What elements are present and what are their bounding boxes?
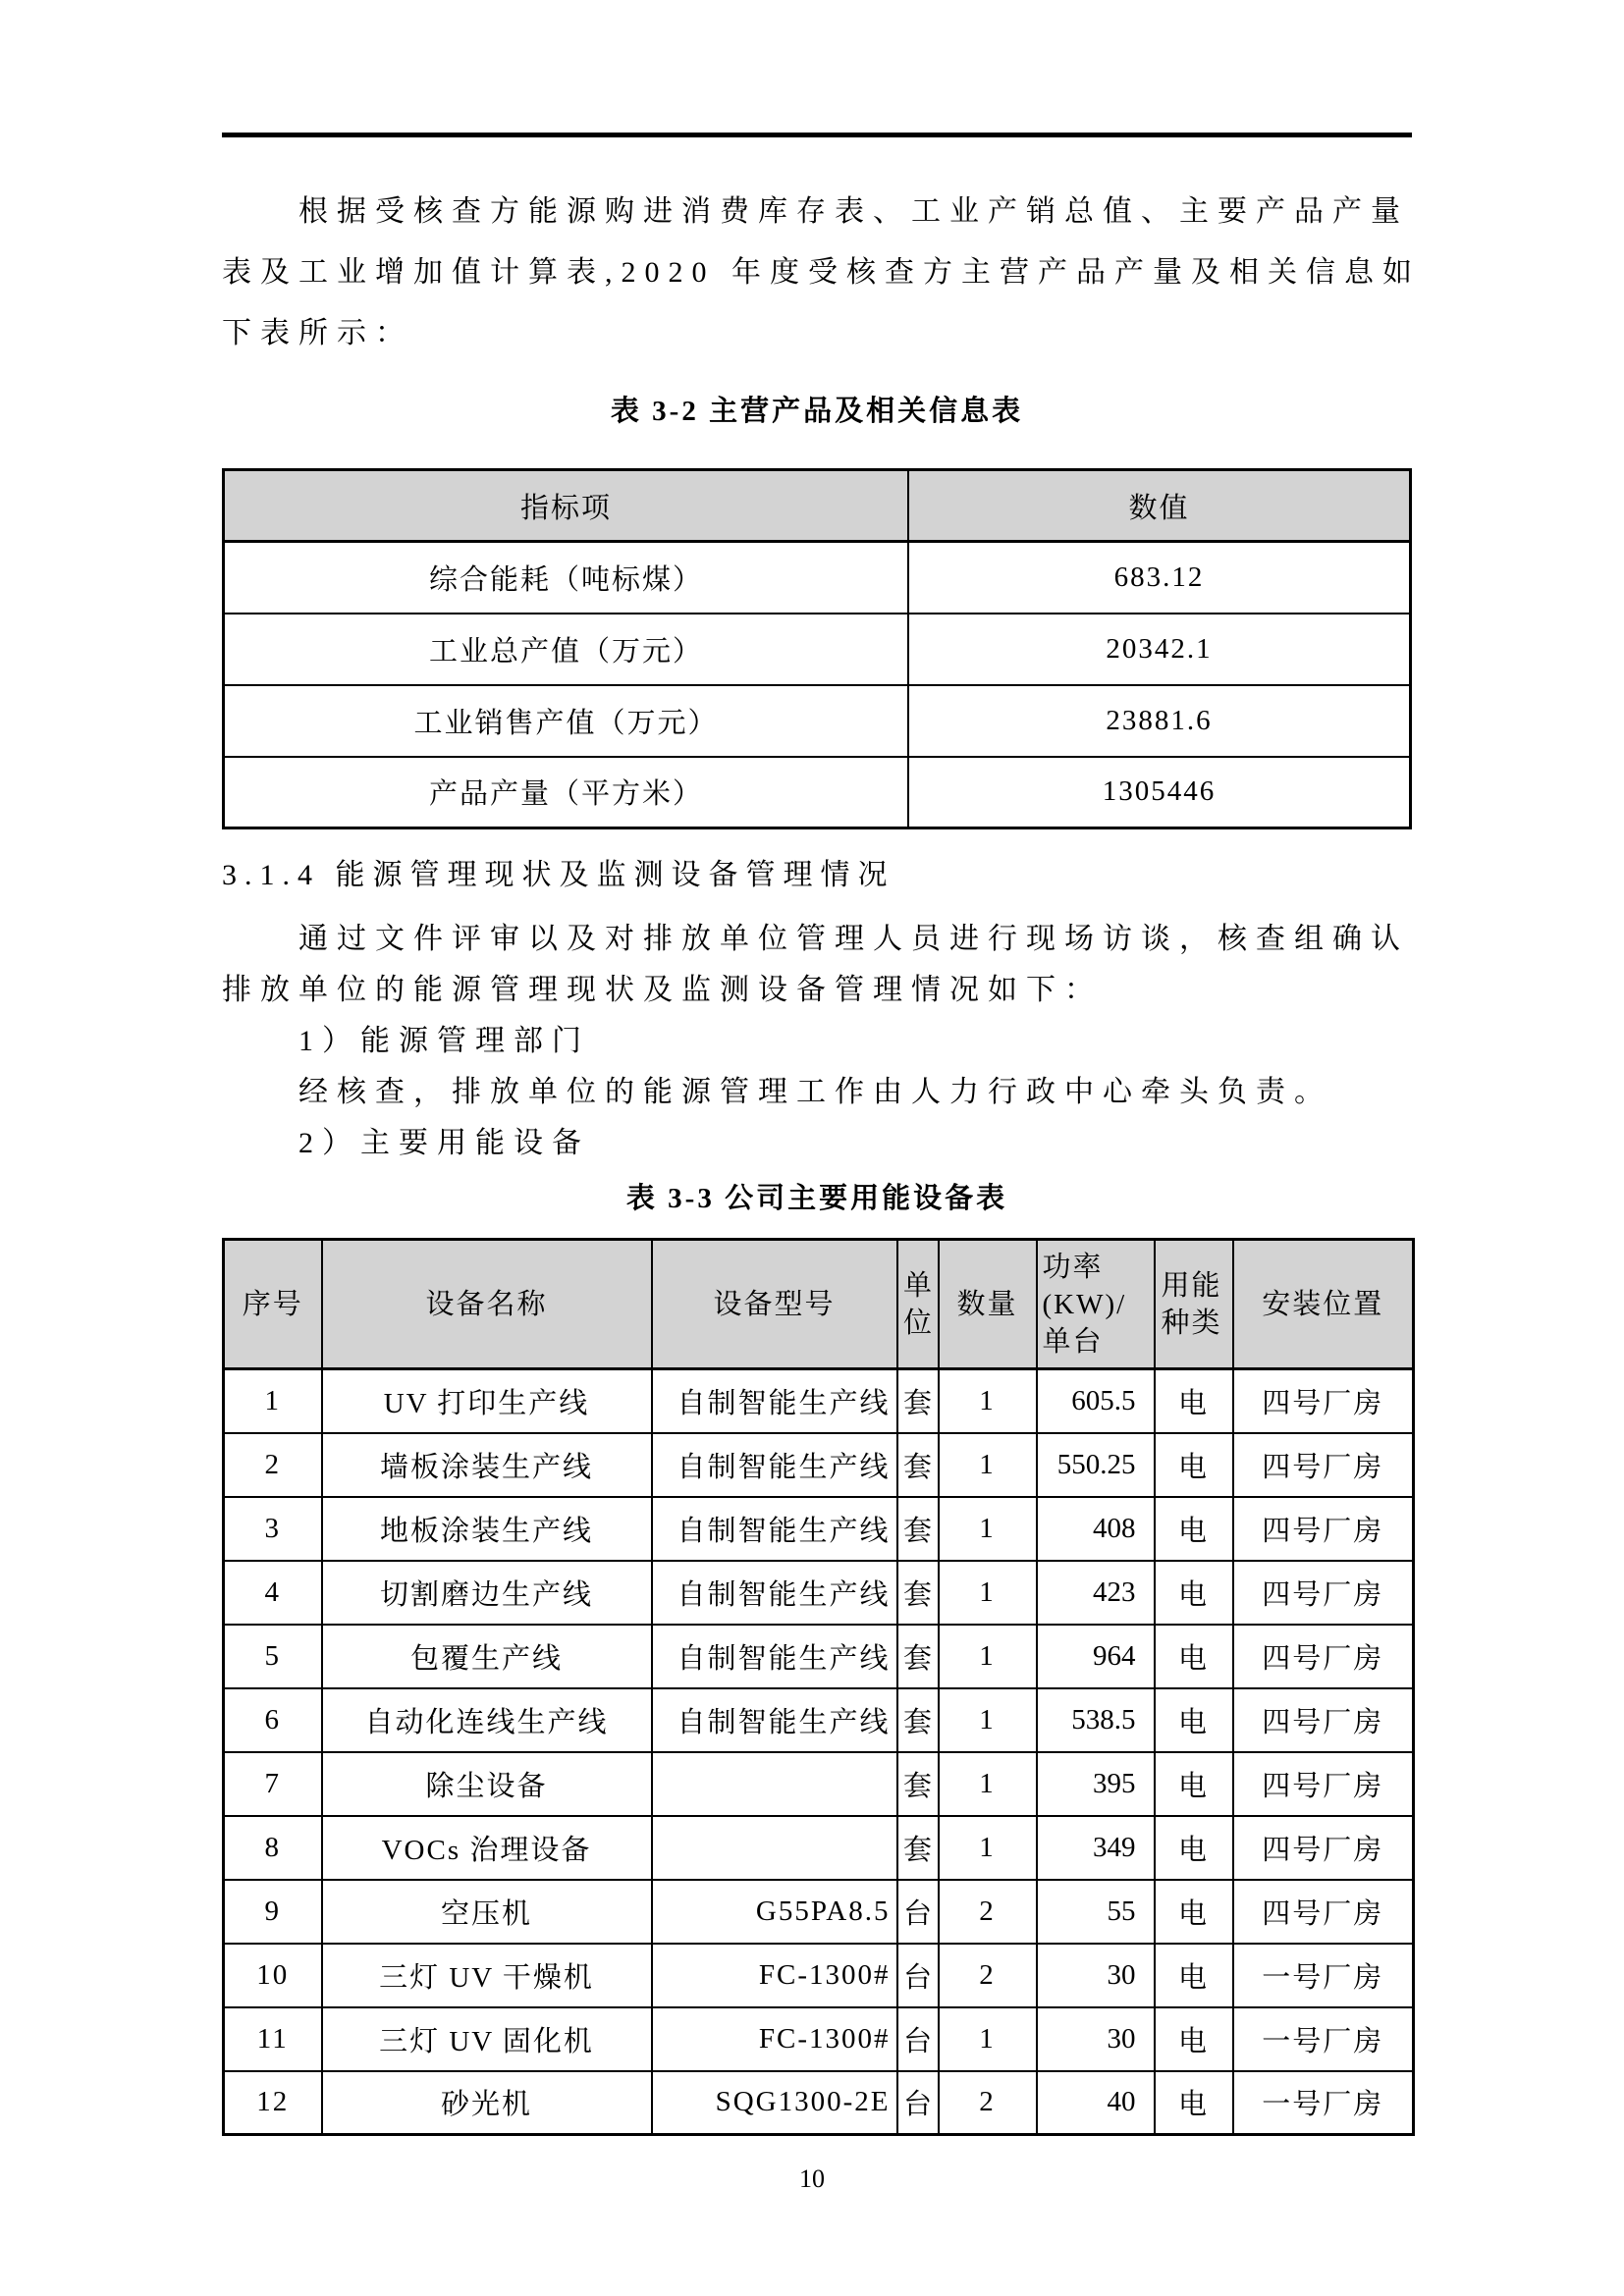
table-cell: 550.25 bbox=[1037, 1433, 1155, 1497]
table-row bbox=[224, 1433, 1414, 1497]
table-cell: 一号厂房 bbox=[1233, 2007, 1414, 2071]
column-header: 数量 bbox=[939, 1240, 1037, 1369]
table-cell: 2 bbox=[939, 1944, 1037, 2007]
table-cell: 自制智能生产线 bbox=[652, 1688, 897, 1752]
table-cell: 8 bbox=[224, 1816, 322, 1880]
table-cell: 电 bbox=[1155, 1880, 1233, 1944]
table-row bbox=[224, 1688, 1414, 1752]
column-header: 功率(KW)/单台 bbox=[1037, 1240, 1155, 1369]
table-row bbox=[224, 1625, 1414, 1688]
table-cell: 电 bbox=[1155, 1625, 1233, 1688]
table-cell: 自制智能生产线 bbox=[652, 1561, 897, 1625]
table-cell: 1 bbox=[939, 2007, 1037, 2071]
table-cell: UV 打印生产线 bbox=[322, 1369, 652, 1433]
table-cell: 自制智能生产线 bbox=[652, 1497, 897, 1561]
table-row bbox=[224, 685, 1411, 757]
table-cell bbox=[652, 1816, 897, 1880]
table-cell: 1 bbox=[224, 1369, 322, 1433]
table-cell: 四号厂房 bbox=[1233, 1752, 1414, 1816]
column-header: 单位 bbox=[897, 1240, 939, 1369]
table-cell: 四号厂房 bbox=[1233, 1625, 1414, 1688]
table-row bbox=[224, 1369, 1414, 1433]
table-cell: 电 bbox=[1155, 1688, 1233, 1752]
table-cell: 除尘设备 bbox=[322, 1752, 652, 1816]
table-cell: 一号厂房 bbox=[1233, 1944, 1414, 2007]
table-cell: 7 bbox=[224, 1752, 322, 1816]
column-header: 数值 bbox=[908, 470, 1410, 542]
table-cell: 349 bbox=[1037, 1816, 1155, 1880]
section-paragraph bbox=[222, 914, 1412, 1169]
table-3-2 bbox=[222, 468, 1412, 829]
table-cell: 电 bbox=[1155, 2071, 1233, 2135]
table-cell: 1 bbox=[939, 1369, 1037, 1433]
table-cell: 包覆生产线 bbox=[322, 1625, 652, 1688]
table-cell: 423 bbox=[1037, 1561, 1155, 1625]
text-line: 根据受核查方能源购进消费库存表、工业产销总值、主要产品产量 bbox=[298, 195, 1409, 228]
table-cell: 4 bbox=[224, 1561, 322, 1625]
table-cell: 电 bbox=[1155, 2007, 1233, 2071]
table-3-2-body bbox=[224, 542, 1411, 828]
section-heading: 3.1.4 能源管理现状及监测设备管理情况 bbox=[222, 859, 895, 891]
table-cell: 408 bbox=[1037, 1497, 1155, 1561]
table-cell: 1 bbox=[939, 1816, 1037, 1880]
table-cell: 电 bbox=[1155, 1497, 1233, 1561]
table-cell: 30 bbox=[1037, 1944, 1155, 2007]
table-cell: 自动化连线生产线 bbox=[322, 1688, 652, 1752]
table-3-3 bbox=[222, 1238, 1415, 2136]
table-row bbox=[224, 1944, 1414, 2007]
table-row bbox=[224, 2007, 1414, 2071]
table-cell: 台 bbox=[897, 1944, 939, 2007]
table-cell: 四号厂房 bbox=[1233, 1816, 1414, 1880]
table-cell: 1 bbox=[939, 1752, 1037, 1816]
table-cell: 综合能耗（吨标煤） bbox=[224, 542, 909, 614]
table-cell: 自制智能生产线 bbox=[652, 1369, 897, 1433]
table-3-3-body bbox=[224, 1369, 1414, 2135]
table-cell: 四号厂房 bbox=[1233, 1497, 1414, 1561]
table-cell: 5 bbox=[224, 1625, 322, 1688]
table-row bbox=[224, 542, 1411, 614]
table-cell: 395 bbox=[1037, 1752, 1155, 1816]
table-cell: 1 bbox=[939, 1561, 1037, 1625]
table-row bbox=[224, 757, 1411, 828]
table-cell: 2 bbox=[939, 1880, 1037, 1944]
table-cell: 墙板涂装生产线 bbox=[322, 1433, 652, 1497]
text-line: 通过文件评审以及对排放单位管理人员进行现场访谈，核查组确认 bbox=[298, 923, 1409, 955]
column-header: 设备型号 bbox=[652, 1240, 897, 1369]
text-line: 1）能源管理部门 bbox=[298, 1025, 590, 1057]
table-cell: 1305446 bbox=[908, 757, 1410, 828]
table-cell: 套 bbox=[897, 1433, 939, 1497]
table-cell: 964 bbox=[1037, 1625, 1155, 1688]
table-cell: 10 bbox=[224, 1944, 322, 2007]
table-cell: 套 bbox=[897, 1561, 939, 1625]
column-header: 安装位置 bbox=[1233, 1240, 1414, 1369]
intro-paragraph bbox=[222, 182, 1421, 364]
table-cell: 台 bbox=[897, 2071, 939, 2135]
table-cell: 3 bbox=[224, 1497, 322, 1561]
table-cell: 电 bbox=[1155, 1752, 1233, 1816]
table-cell: 1 bbox=[939, 1625, 1037, 1688]
table-cell: 605.5 bbox=[1037, 1369, 1155, 1433]
table-3-3-header-row bbox=[224, 1240, 1414, 1369]
text-line: 2）主要用能设备 bbox=[298, 1127, 590, 1159]
table-cell: 产品产量（平方米） bbox=[224, 757, 909, 828]
table-cell: 20342.1 bbox=[908, 614, 1410, 685]
table-cell: 6 bbox=[224, 1688, 322, 1752]
column-header: 用能种类 bbox=[1155, 1240, 1233, 1369]
table-cell bbox=[652, 1752, 897, 1816]
table-cell: 台 bbox=[897, 2007, 939, 2071]
table-cell: 工业总产值（万元） bbox=[224, 614, 909, 685]
table-3-2-caption: 表 3-2 主营产品及相关信息表 bbox=[610, 396, 1024, 427]
table-cell: 套 bbox=[897, 1752, 939, 1816]
table-cell: 电 bbox=[1155, 1433, 1233, 1497]
table-cell: 空压机 bbox=[322, 1880, 652, 1944]
table-cell: 电 bbox=[1155, 1944, 1233, 2007]
table-cell: 台 bbox=[897, 1880, 939, 1944]
table-cell: 三灯 UV 干燥机 bbox=[322, 1944, 652, 2007]
text-line: 表及工业增加值计算表,2020 年度受核查方主营产品产量及相关信息如 bbox=[222, 256, 1421, 289]
table-cell: 1 bbox=[939, 1688, 1037, 1752]
table-cell: G55PA8.5 bbox=[652, 1880, 897, 1944]
table-cell: 23881.6 bbox=[908, 685, 1410, 757]
table-row bbox=[224, 2071, 1414, 2135]
table-cell: 12 bbox=[224, 2071, 322, 2135]
table-cell: FC-1300# bbox=[652, 2007, 897, 2071]
page-content bbox=[222, 137, 1421, 2136]
table-row bbox=[224, 614, 1411, 685]
table-row bbox=[224, 1497, 1414, 1561]
table-cell: SQG1300-2E bbox=[652, 2071, 897, 2135]
table-row bbox=[224, 1816, 1414, 1880]
page-number: 10 bbox=[799, 2164, 825, 2193]
table-cell: 2 bbox=[224, 1433, 322, 1497]
table-cell: 套 bbox=[897, 1497, 939, 1561]
table-cell: 1 bbox=[939, 1433, 1037, 1497]
text-line: 排放单位的能源管理现状及监测设备管理情况如下： bbox=[222, 974, 1103, 1006]
table-cell: 切割磨边生产线 bbox=[322, 1561, 652, 1625]
column-header: 指标项 bbox=[224, 470, 909, 542]
table-cell: 538.5 bbox=[1037, 1688, 1155, 1752]
table-cell: 三灯 UV 固化机 bbox=[322, 2007, 652, 2071]
table-cell: 四号厂房 bbox=[1233, 1688, 1414, 1752]
table-cell: 一号厂房 bbox=[1233, 2071, 1414, 2135]
table-cell: 工业销售产值（万元） bbox=[224, 685, 909, 757]
table-cell: 2 bbox=[939, 2071, 1037, 2135]
table-row bbox=[224, 1880, 1414, 1944]
table-cell: 四号厂房 bbox=[1233, 1561, 1414, 1625]
table-cell: 自制智能生产线 bbox=[652, 1625, 897, 1688]
table-cell: 四号厂房 bbox=[1233, 1880, 1414, 1944]
table-cell: 套 bbox=[897, 1688, 939, 1752]
table-row bbox=[224, 1752, 1414, 1816]
table-cell: 四号厂房 bbox=[1233, 1369, 1414, 1433]
column-header: 序号 bbox=[224, 1240, 322, 1369]
table-cell: 40 bbox=[1037, 2071, 1155, 2135]
table-cell: 55 bbox=[1037, 1880, 1155, 1944]
table-cell: 683.12 bbox=[908, 542, 1410, 614]
table-cell: 套 bbox=[897, 1816, 939, 1880]
table-cell: 30 bbox=[1037, 2007, 1155, 2071]
table-cell: 1 bbox=[939, 1497, 1037, 1561]
table-cell: 四号厂房 bbox=[1233, 1433, 1414, 1497]
table-cell: VOCs 治理设备 bbox=[322, 1816, 652, 1880]
table-cell: 电 bbox=[1155, 1369, 1233, 1433]
table-cell: 11 bbox=[224, 2007, 322, 2071]
column-header: 设备名称 bbox=[322, 1240, 652, 1369]
table-cell: FC-1300# bbox=[652, 1944, 897, 2007]
table-3-3-caption: 表 3-3 公司主要用能设备表 bbox=[625, 1183, 1008, 1214]
text-line: 经核查，排放单位的能源管理工作由人力行政中心牵头负责。 bbox=[298, 1076, 1332, 1108]
table-cell: 地板涂装生产线 bbox=[322, 1497, 652, 1561]
table-cell: 9 bbox=[224, 1880, 322, 1944]
table-cell: 电 bbox=[1155, 1816, 1233, 1880]
table-row bbox=[224, 1561, 1414, 1625]
table-cell: 套 bbox=[897, 1369, 939, 1433]
text-line: 下表所示： bbox=[222, 317, 413, 349]
table-cell: 电 bbox=[1155, 1561, 1233, 1625]
table-cell: 砂光机 bbox=[322, 2071, 652, 2135]
table-cell: 套 bbox=[897, 1625, 939, 1688]
table-3-2-header-row bbox=[224, 470, 1411, 542]
table-cell: 自制智能生产线 bbox=[652, 1433, 897, 1497]
